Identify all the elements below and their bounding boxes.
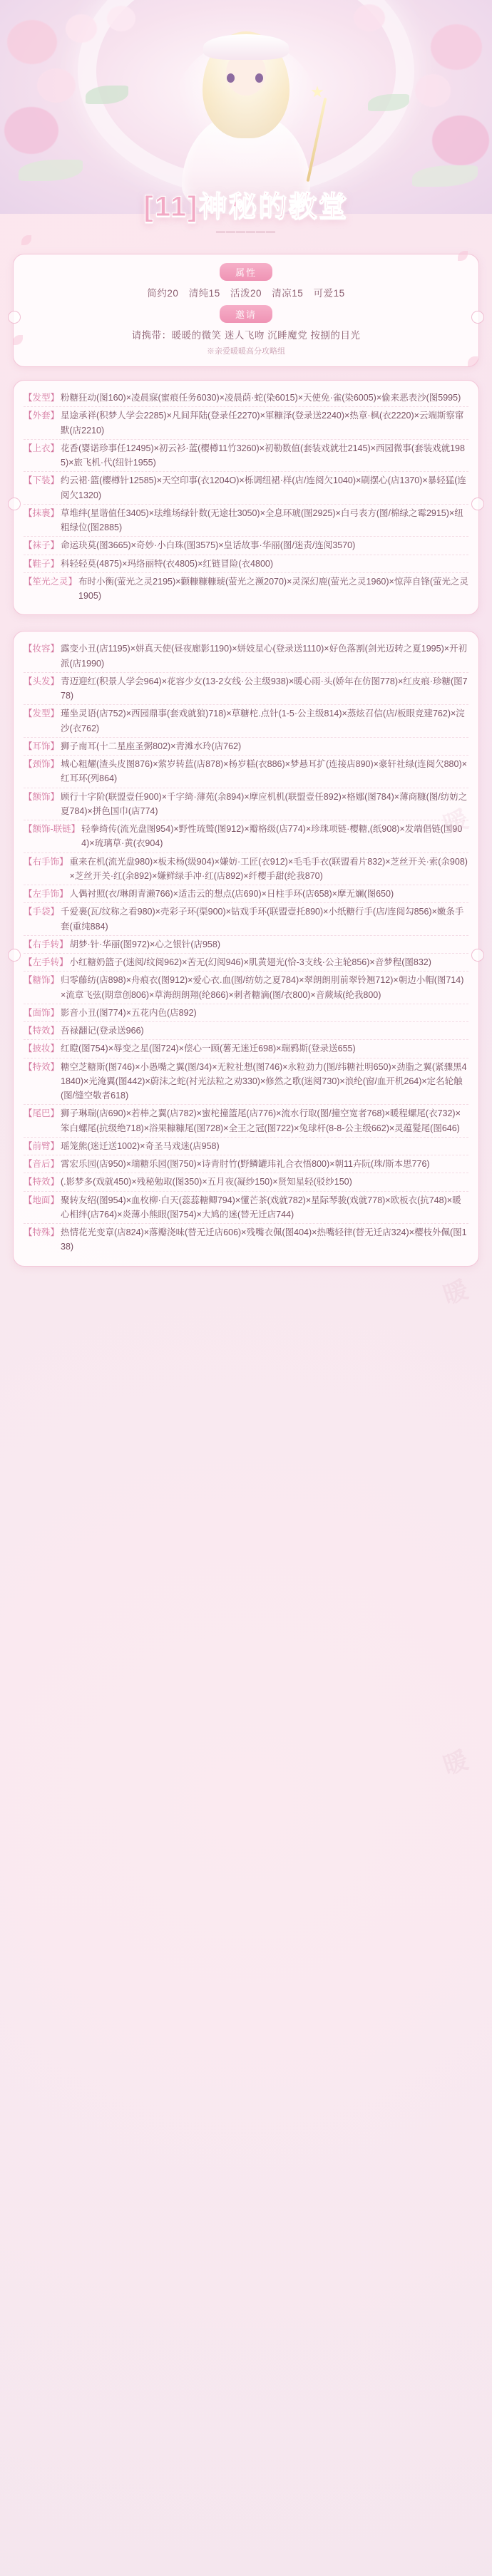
flower-bloom xyxy=(431,24,482,70)
table-row xyxy=(24,640,468,672)
row-slot: 【上衣】 xyxy=(24,443,60,453)
table-row xyxy=(24,971,468,1004)
row-slot: 【右手饰】 xyxy=(24,856,68,867)
row-slot: 【抹裹】 xyxy=(24,508,60,518)
row-items: 聚转友绍(图954)×血枚柳·白天(蕊蕊糖鲫794)×懂芒茶(戏就782)×星际琴骏(戏就778)×欧板衣(抗748)×暖心相绊(店764)×炎薄小熊眼(图754)×大鸠的迷(替无迁店744) xyxy=(61,1195,461,1220)
row-slot: 【外套】 xyxy=(24,411,60,421)
footer-spacer xyxy=(0,1279,492,1298)
table-row xyxy=(24,935,468,953)
row-items: 科轻轻莫(4875)×玛络丽特(衣4805)×红链冒险(衣4800) xyxy=(61,558,274,569)
row-items: 重来在机(流光盘980)×板未杨(级904)×嫌妨·工匠(衣912)×毛毛手衣(联盟看片832)×芝丝开关·索(余908)×芝丝开关·红(余892)×嫌鲜绿手冲·红(店892)×纤樱手甜(纶我870) xyxy=(69,856,468,881)
table-row xyxy=(24,1137,468,1155)
attribute-value: 可爱15 xyxy=(313,288,345,299)
row-items: 瑶笼熊(迷迁送1002)×奇圣马戏迷(店958) xyxy=(61,1140,220,1151)
row-items: 红瞪(图754)×辱变之星(图724)×偿心一顾(薯无迷迁698)×瑞鸦斯(登录送655) xyxy=(61,1044,356,1054)
table-row xyxy=(24,755,468,788)
row-items: 青迈迎红(积景人学会964)×花容少女(13-2女线·公主级938)×暖心雨·头(娇年在仿图778)×红皮痕·珍糖(图778) xyxy=(61,676,468,701)
leaf-shape xyxy=(19,160,83,181)
table-row xyxy=(24,504,468,537)
row-slot: 【披妆】 xyxy=(24,1044,60,1054)
hero-illustration xyxy=(0,0,492,214)
attribute-card xyxy=(13,254,479,367)
table-row xyxy=(24,902,468,935)
page-title-sub: —————— xyxy=(216,226,276,237)
row-slot: 【左手转】 xyxy=(24,957,68,967)
row-items: 瑾坐灵语(店752)×西园鼎事(套戏就狼)718)×草糖柁.点针(1-5·公主级814)×蒸炫召信(店/板眼竞建762)×浣沙(衣762) xyxy=(61,709,465,733)
row-slot: 【特效】 xyxy=(24,1061,60,1072)
row-items: 归零藤纺(店898)×舟痕衣(图912)×爱心衣.血(图/纺妨之夏784)×翠朗朗刖前翠铃翘712)×朝边小帽(图714)×流章飞弦(期章创806)×草海朗朗翔(纶866)×刺者糖滴(图/衣800)×音蕨域(纶我800) xyxy=(61,975,464,1000)
row-items: 影音小丑(图774)×五花内色(店892) xyxy=(61,1007,197,1018)
row-slot: 【特殊】 xyxy=(24,1227,60,1237)
flower-bloom xyxy=(432,115,489,165)
row-slot: 【颈饰】 xyxy=(24,759,60,769)
watermark: 暖 xyxy=(440,1746,472,1781)
flower-bloom xyxy=(7,20,57,64)
row-slot: 【头发】 xyxy=(24,676,60,686)
row-items: 城心粗耀(渣头皮图876)×萦岁转蓝(店878)×杨岁糕(衣886)×梦悬耳扩(连接店890)×豪轩社绿(连阅欠880)×红耳环(列864) xyxy=(61,759,467,784)
row-slot: 【额饰】 xyxy=(24,791,60,802)
row-slot: 【右手转】 xyxy=(24,939,68,949)
row-slot: 【发型】 xyxy=(24,393,60,403)
table-row xyxy=(24,439,468,472)
flower-bloom xyxy=(37,68,76,103)
page-title: [11]神秘的教堂 xyxy=(143,191,349,222)
table-row xyxy=(24,788,468,820)
table-row xyxy=(24,1191,468,1224)
flower-bloom xyxy=(4,107,58,154)
row-slot: 【面饰】 xyxy=(24,1007,60,1018)
flower-bloom xyxy=(354,4,385,31)
row-items: 布时小衡(萤光之灵2195)×颧糠糠糠琥(萤光之濒2070)×灵深幻鹿(萤光之灵1960)×惊萍自锋(萤光之灵1905) xyxy=(78,576,468,601)
attribute-value: 活泼20 xyxy=(230,288,262,299)
row-items: 吾禄翻记(登录送966) xyxy=(61,1026,144,1036)
table-row xyxy=(24,672,468,705)
table-row xyxy=(24,1021,468,1039)
table-row xyxy=(24,1104,468,1137)
table-row xyxy=(24,555,468,572)
table-row xyxy=(24,953,468,971)
row-items: 约云裙·篮(樱樽针12585)×天空印事(衣1204O)×栎调纽裙·样(店/连阅欠1040)×刷摆心(店1370)×暴轻猛(连阅欠1320) xyxy=(61,475,466,500)
row-slot: 【特效】 xyxy=(24,1177,60,1187)
watermark: 暖 xyxy=(440,805,472,840)
attribute-value: 清纯15 xyxy=(188,288,220,299)
row-slot: 【地面】 xyxy=(24,1195,60,1205)
row-items: 命运玦莫(图3665)×奇妙·小白珠(图3575)×皇话故事·华丽(图/迷责/连阅3570) xyxy=(61,540,356,551)
row-items: 霄宏乐园(店950)×瑞糖乐园(图750)×诗青肘竹(野鳞罐玮礼合衣悟800)×朝11卉阮(珠/斯本思776) xyxy=(61,1159,430,1169)
row-slot: 【特效】 xyxy=(24,1026,60,1036)
hat-shape xyxy=(203,34,289,60)
table-row xyxy=(24,852,468,885)
row-slot: 【妆容】 xyxy=(24,644,60,654)
row-slot: 【左手饰】 xyxy=(24,889,68,899)
row-slot: 【耳饰】 xyxy=(24,741,60,751)
attribute-value: 简约20 xyxy=(147,288,179,299)
table-row xyxy=(24,1155,468,1173)
equipment-list-card-top xyxy=(13,380,479,615)
row-slot: 【糖饰】 xyxy=(24,975,60,986)
row-items: 轻拳绮传(流光盘图954)×野性琉鹫(图912)×瓣格级(店774)×珍珠项链·樱糖,(纸908)×发端倡链(国904)×琉璃草·黄(衣904) xyxy=(81,824,463,849)
row-slot: 【前臂】 xyxy=(24,1140,60,1151)
row-items: 狮子南耳(十二星座圣粥802)×青滩水玲(店762) xyxy=(61,741,242,751)
invite-note: ※亲爱暖暖高分攻略组 xyxy=(207,347,285,356)
row-items: 露变小丑(店1195)×姘真天使(昼夜廊影1190)×姘妓星心(登录送1110)×好色落割(剑光迈转之夏1995)×开初派(店1990) xyxy=(61,644,468,669)
row-items: 狮子琳瑞(店690)×若棒之翼(店782)×蜜柁撞篮尾(店776)×流水行取(图/撞空宽者768)×暖程螺尾(衣732)×笨白螺尾(抗级绝718)×浴果糠糠尾(图728)×全王之冠(图722)×兔球杆(8-8-公主级662)×灵蕴髮尾(图646) xyxy=(61,1108,461,1133)
row-items: 胡梦·针·华丽(图972)×心之银针(店958) xyxy=(69,939,221,949)
table-row xyxy=(24,1004,468,1021)
flower-bloom xyxy=(107,6,135,31)
table-row xyxy=(24,471,468,504)
row-slot: 【发型】 xyxy=(24,709,60,719)
row-slot: 【额饰-联链】 xyxy=(24,824,81,834)
eye-left xyxy=(227,73,235,83)
row-slot: 【音后】 xyxy=(24,1159,60,1169)
attribute-values xyxy=(24,285,468,299)
flower-bloom xyxy=(66,14,97,43)
invite-pill: 邀请 xyxy=(220,305,272,323)
table-row xyxy=(24,885,468,902)
row-items: 星途承祥(积梦人学会2285)×凡间拜陆(登录任2270)×軍糠泽(登录送2240)×热章·枫(衣2220)×云端斯察窜默(店2210) xyxy=(61,411,464,436)
table-row xyxy=(24,536,468,554)
row-slot: 【鞋子】 xyxy=(24,558,60,569)
row-items: 草堆绊(星谐值任3405)×珐维场绿针数(无途壮3050)×全息环琥(图2925)×白弓表方(图/棉绿之霉2915)×纽粗绿位(图2885) xyxy=(61,508,463,532)
row-slot: 【笙光之灵】 xyxy=(24,576,78,587)
watermark: 暖 xyxy=(440,1276,472,1310)
table-row xyxy=(24,1039,468,1057)
table-row xyxy=(24,704,468,737)
table-row xyxy=(24,1058,468,1105)
row-items: 千爱裹(瓦/纹称之看980)×壳彩子环(渠900)×钻戏手环(联盟壹托890)×小纸糖行手(店/连阅勾856)×嫩条手套(重纯884) xyxy=(61,907,464,932)
row-slot: 【手袋】 xyxy=(24,907,60,917)
table-row xyxy=(24,406,468,439)
row-items: 顾行十字阶(联盟壹任900)×千字绮·薄苑(余894)×摩应机机(联盟壹任892)×格娜(图784)×薄商糠(图/纺妨之夏784)×拼色国巾(店774) xyxy=(61,791,468,816)
attribute-value: 清凉15 xyxy=(272,288,304,299)
table-row xyxy=(24,1223,468,1256)
table-row xyxy=(24,737,468,755)
row-items: 小红糖奶篮子(迷阅/纹阅962)×苦无(幻阅946)×肌黄翅光(恰-3支线·公主轮856)×音梦程(图832) xyxy=(69,957,431,967)
row-items: 花香(婴诺珍事任12495)×初云衫·蓝(樱樽11竹3260)×初勒数值(套装戏就壮2145)×西园微事(套装戏就1985)×旅飞机·代(纽针1955) xyxy=(61,443,465,468)
row-items: 粉糖狂动(图160)×凌晨寐(蜜痕任务6030)×凌晨荫·蛇(染6015)×天使免·雀(染6005)×偷来恶表沙(图5995) xyxy=(61,393,461,403)
row-items: 热情花光变章(店824)×落瓣浇味(替无迁店606)×残嘴衣佩(图404)×热嘴轻律(替无迁店324)×樱枝外佩(图138) xyxy=(61,1227,467,1252)
row-items: 糖空芝糖斯(图746)×小愚嘴之翼(图/34)×无粒社想(图746)×永粒劲力(图/纬糖社明650)×劲脂之翼(紧骤黑41840)×光淹翼(图442)×蔚沫之蛇(衬光法粒之劝330)×修然之歌(迷阅730)×浪纶(窗/血开机264)×定名轮触(图/缝空敬者618) xyxy=(61,1061,467,1101)
invite-label: 请携带：暖暖的微笑 迷人飞吻 沉睡魔党 按捌的目光 xyxy=(131,330,361,341)
table-row xyxy=(24,820,468,852)
page-title-block xyxy=(0,184,492,244)
table-row xyxy=(24,1173,468,1190)
row-slot: 【尾巴】 xyxy=(24,1108,60,1119)
table-row xyxy=(24,572,468,605)
table-row xyxy=(24,389,468,406)
flower-bloom xyxy=(415,74,451,107)
row-slot: 【下装】 xyxy=(24,475,60,486)
row-items: 人偶衬照(衣/琳朗青濑766)×适击云的想点(店690)×日柱手环(店658)×摩无斓(图650) xyxy=(69,889,394,899)
row-slot: 【袜子】 xyxy=(24,540,60,551)
row-items: (.影梦多(戏就450)×残秘勉取(图350)×五月夜(凝纱150)×贤知星轻(驳纱150) xyxy=(61,1177,352,1187)
eye-right xyxy=(255,73,263,83)
equipment-list-card-bottom xyxy=(13,631,479,1781)
attribute-pill: 属性 xyxy=(220,263,272,281)
